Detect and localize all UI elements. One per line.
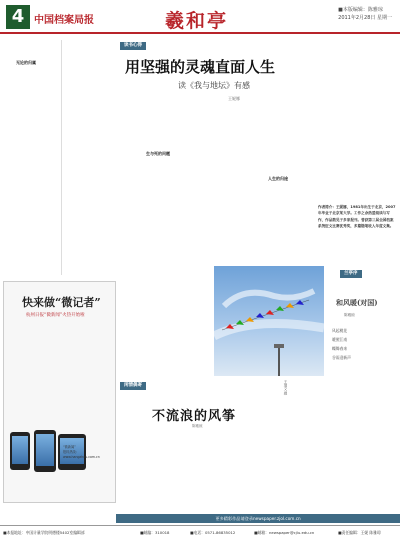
section-tag-column: 兰亭序 (340, 270, 362, 278)
more-link-bar[interactable]: 更多精彩作品请登录newspaper.zjol.com.cn (116, 514, 400, 523)
section-title: 羲和亭 (165, 10, 229, 32)
advertisement[interactable] (3, 281, 116, 503)
poem-author: 陈雅琼 (344, 313, 355, 317)
phone-image (10, 432, 30, 470)
essay-title: 不流浪的风筝 (152, 409, 237, 424)
ad-site-info: “微新闻” 报料热线： www.hangzhou.com.cn (63, 445, 100, 459)
article-text-col-3 (120, 104, 184, 260)
photo-caption: 王瑞文 摄 (284, 380, 288, 396)
footer-address: ■本报地址：中国计量学院明德楼5402室编辑部 (3, 530, 85, 535)
footer-phone: ■电话：0571-86835012 (190, 530, 236, 535)
article-text-col-4 (187, 104, 251, 260)
ad-title: 快来做“微记者” (22, 296, 101, 309)
article-text-col-1 (4, 42, 60, 272)
phone-image-2 (34, 430, 56, 472)
page-footer (0, 525, 400, 539)
subhead-2: 生与死的问题 (146, 151, 170, 156)
editor-line: ■本版编辑：陈雅琼 (338, 7, 383, 13)
subhead-3: 人生的归途 (268, 176, 288, 181)
essay-author: 陈雅琼 (192, 424, 203, 428)
kite-photo-drawing (214, 266, 324, 376)
article-author: 王妮娜 (228, 96, 240, 101)
newspaper-name: 中国档案局报 (34, 15, 94, 26)
article-text-col-6 (318, 42, 396, 198)
ad-subtitle: 杭州日报“微新闻”火热开始啦 (26, 313, 85, 318)
essay-text-col-1 (120, 434, 184, 510)
issue-info (338, 6, 392, 22)
essay-text-col-3 (254, 380, 322, 510)
article-headline: 用坚强的灵魂直面人生 (125, 58, 276, 76)
footer-email: ■邮箱：newspaper@cjlu.edu.cn (254, 530, 315, 535)
poem-lines: 风起桃花 暖照江南 蝶舞春来 谷雨迎新声 (332, 328, 351, 360)
date-line: 2011年2月28日 星期一 (338, 15, 392, 21)
footer-editor: ■责任编辑：王妮 陈雅琼 (338, 530, 381, 535)
article-text-col-2 (63, 42, 117, 272)
essay-text-col-2 (187, 434, 251, 510)
poem-right-text (326, 388, 396, 508)
section-tag-reading: 读书心得 (120, 42, 146, 50)
page-number: 4 (6, 5, 30, 29)
poem-title: 和风暖(对国) (336, 298, 378, 307)
page-header (0, 0, 400, 34)
article-subtitle: 读《我与地坛》有感 (178, 81, 250, 90)
kite-photo (214, 266, 324, 376)
article-text-col-5 (254, 104, 314, 260)
author-bio: 作者简介：王妮娜，1981年出生于北京，2007年毕业于北京某大学。工作之余热爱阅读与写作，作品散见于多家报刊。曾获第三届全国档案系统征文比赛优秀奖，多篇随笔收入年度文集。 (318, 205, 396, 229)
footer-postcode: ■邮编：310018 (140, 530, 170, 535)
subhead-1: 无论的归属 (16, 60, 36, 65)
ad-footer-text (60, 477, 112, 499)
section-tag-xian: 闲情偶寄 (120, 382, 146, 390)
